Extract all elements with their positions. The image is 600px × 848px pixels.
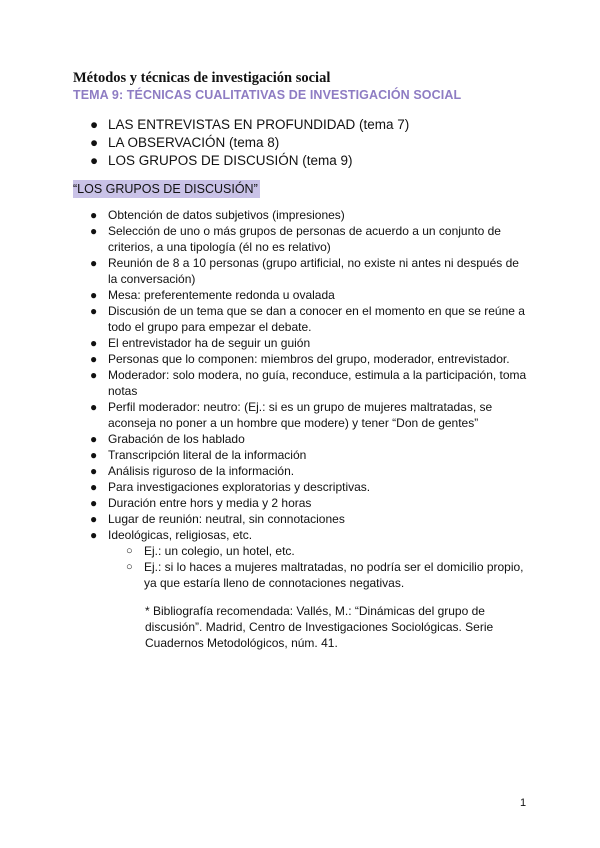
bullet-icon: ● xyxy=(90,368,98,382)
bullet-icon: ● xyxy=(90,496,98,510)
bullet-icon: ● xyxy=(90,135,99,150)
list-item: ● Discusión de un tema que se dan a conocer en el momento en que se reúne a todo el grupo para empezar el debate. xyxy=(90,304,525,334)
list-item: ● Análisis riguroso de la información. xyxy=(90,464,295,478)
list-item: ● Duración entre hors y media y 2 horas xyxy=(90,496,312,510)
list-item: ● LOS GRUPOS DE DISCUSIÓN (tema 9) xyxy=(90,153,353,168)
bullet-icon: ● xyxy=(90,208,98,222)
list-item: ● Personas que lo componen: miembros del grupo, moderador, entrevistador. xyxy=(90,352,510,366)
list-item: ● Lugar de reunión: neutral, sin connotaciones xyxy=(90,512,345,526)
list-item: ● LAS ENTREVISTAS EN PROFUNDIDAD (tema 7) xyxy=(90,117,410,132)
list-item: ● Ideológicas, religiosas, etc. ○ Ej.: un colegio, un hotel, etc. ○ Ej.: si lo haces a mujeres maltratadas, no podría ser el domicilio propio, ya que estaría lleno de connotaciones negativas. xyxy=(90,527,530,591)
document-title: Métodos y técnicas de investigación social xyxy=(73,70,331,86)
hollow-bullet-icon: ○ xyxy=(126,561,133,573)
bibliography-note: * Bibliografía recomendada: Vallés, M.: “Dinámicas del grupo de discusión”. Madrid, Centro de Investigaciones Sociológicas. Serie Cuadernos Metodológicos, núm. 41. xyxy=(145,604,494,650)
bullet-icon: ● xyxy=(90,432,98,446)
bullet-icon: ● xyxy=(90,464,98,478)
list-item: ● Para investigaciones exploratorias y descriptivas. xyxy=(90,480,371,494)
list-item: ● El entrevistador ha de seguir un guión xyxy=(90,336,311,350)
bullet-icon: ● xyxy=(90,153,99,168)
bullet-icon: ● xyxy=(90,400,98,414)
points-list xyxy=(90,207,530,591)
bullet-icon: ● xyxy=(90,512,98,526)
bullet-icon: ● xyxy=(90,117,99,132)
bullet-icon: ● xyxy=(90,448,98,462)
page-number: 1 xyxy=(520,797,527,809)
bullet-icon: ● xyxy=(90,224,98,238)
bullet-icon: ● xyxy=(90,352,98,366)
document-subtitle: TEMA 9: TÉCNICAS CUALITATIVAS DE INVESTIGACIÓN SOCIAL xyxy=(73,88,462,102)
sub-list xyxy=(108,543,530,591)
bullet-icon: ● xyxy=(90,480,98,494)
bullet-icon: ● xyxy=(90,304,98,318)
list-item: ● Moderador: solo modera, no guía, reconduce, estimula a la participación, toma notas xyxy=(90,368,527,398)
list-item: ● LA OBSERVACIÓN (tema 8) xyxy=(90,135,280,150)
sub-list-item: ○ Ej.: si lo haces a mujeres maltratadas, no podría ser el domicilio propio, ya que estaría lleno de connotaciones negativas. xyxy=(126,560,524,590)
list-item: ● Reunión de 8 a 10 personas (grupo artificial, no existe ni antes ni después de la conversación) xyxy=(90,256,519,286)
list-item: ● Transcripción literal de la información xyxy=(90,448,307,462)
list-item: ● Perfil moderador: neutro: (Ej.: si es un grupo de mujeres maltratadas, se aconseja no poner a un hombre que modere) y tener “Don de gentes” xyxy=(90,400,493,430)
sub-list-item: ○ Ej.: un colegio, un hotel, etc. xyxy=(126,544,295,558)
bullet-icon: ● xyxy=(90,336,98,350)
section-heading: “LOS GRUPOS DE DISCUSIÓN” xyxy=(73,182,258,196)
list-item: ● Mesa: preferentemente redonda u ovalada xyxy=(90,288,335,302)
list-item: ● Obtención de datos subjetivos (impresiones) xyxy=(90,208,345,222)
list-item: ● Grabación de los hablado xyxy=(90,432,245,446)
topic-list xyxy=(90,116,409,170)
hollow-bullet-icon: ○ xyxy=(126,545,133,557)
bullet-icon: ● xyxy=(90,256,98,270)
list-item: ● Selección de uno o más grupos de personas de acuerdo a un conjunto de criterios, a una tipología (él no es relativo) xyxy=(90,224,501,254)
bullet-icon: ● xyxy=(90,288,98,302)
bullet-icon: ● xyxy=(90,528,98,542)
